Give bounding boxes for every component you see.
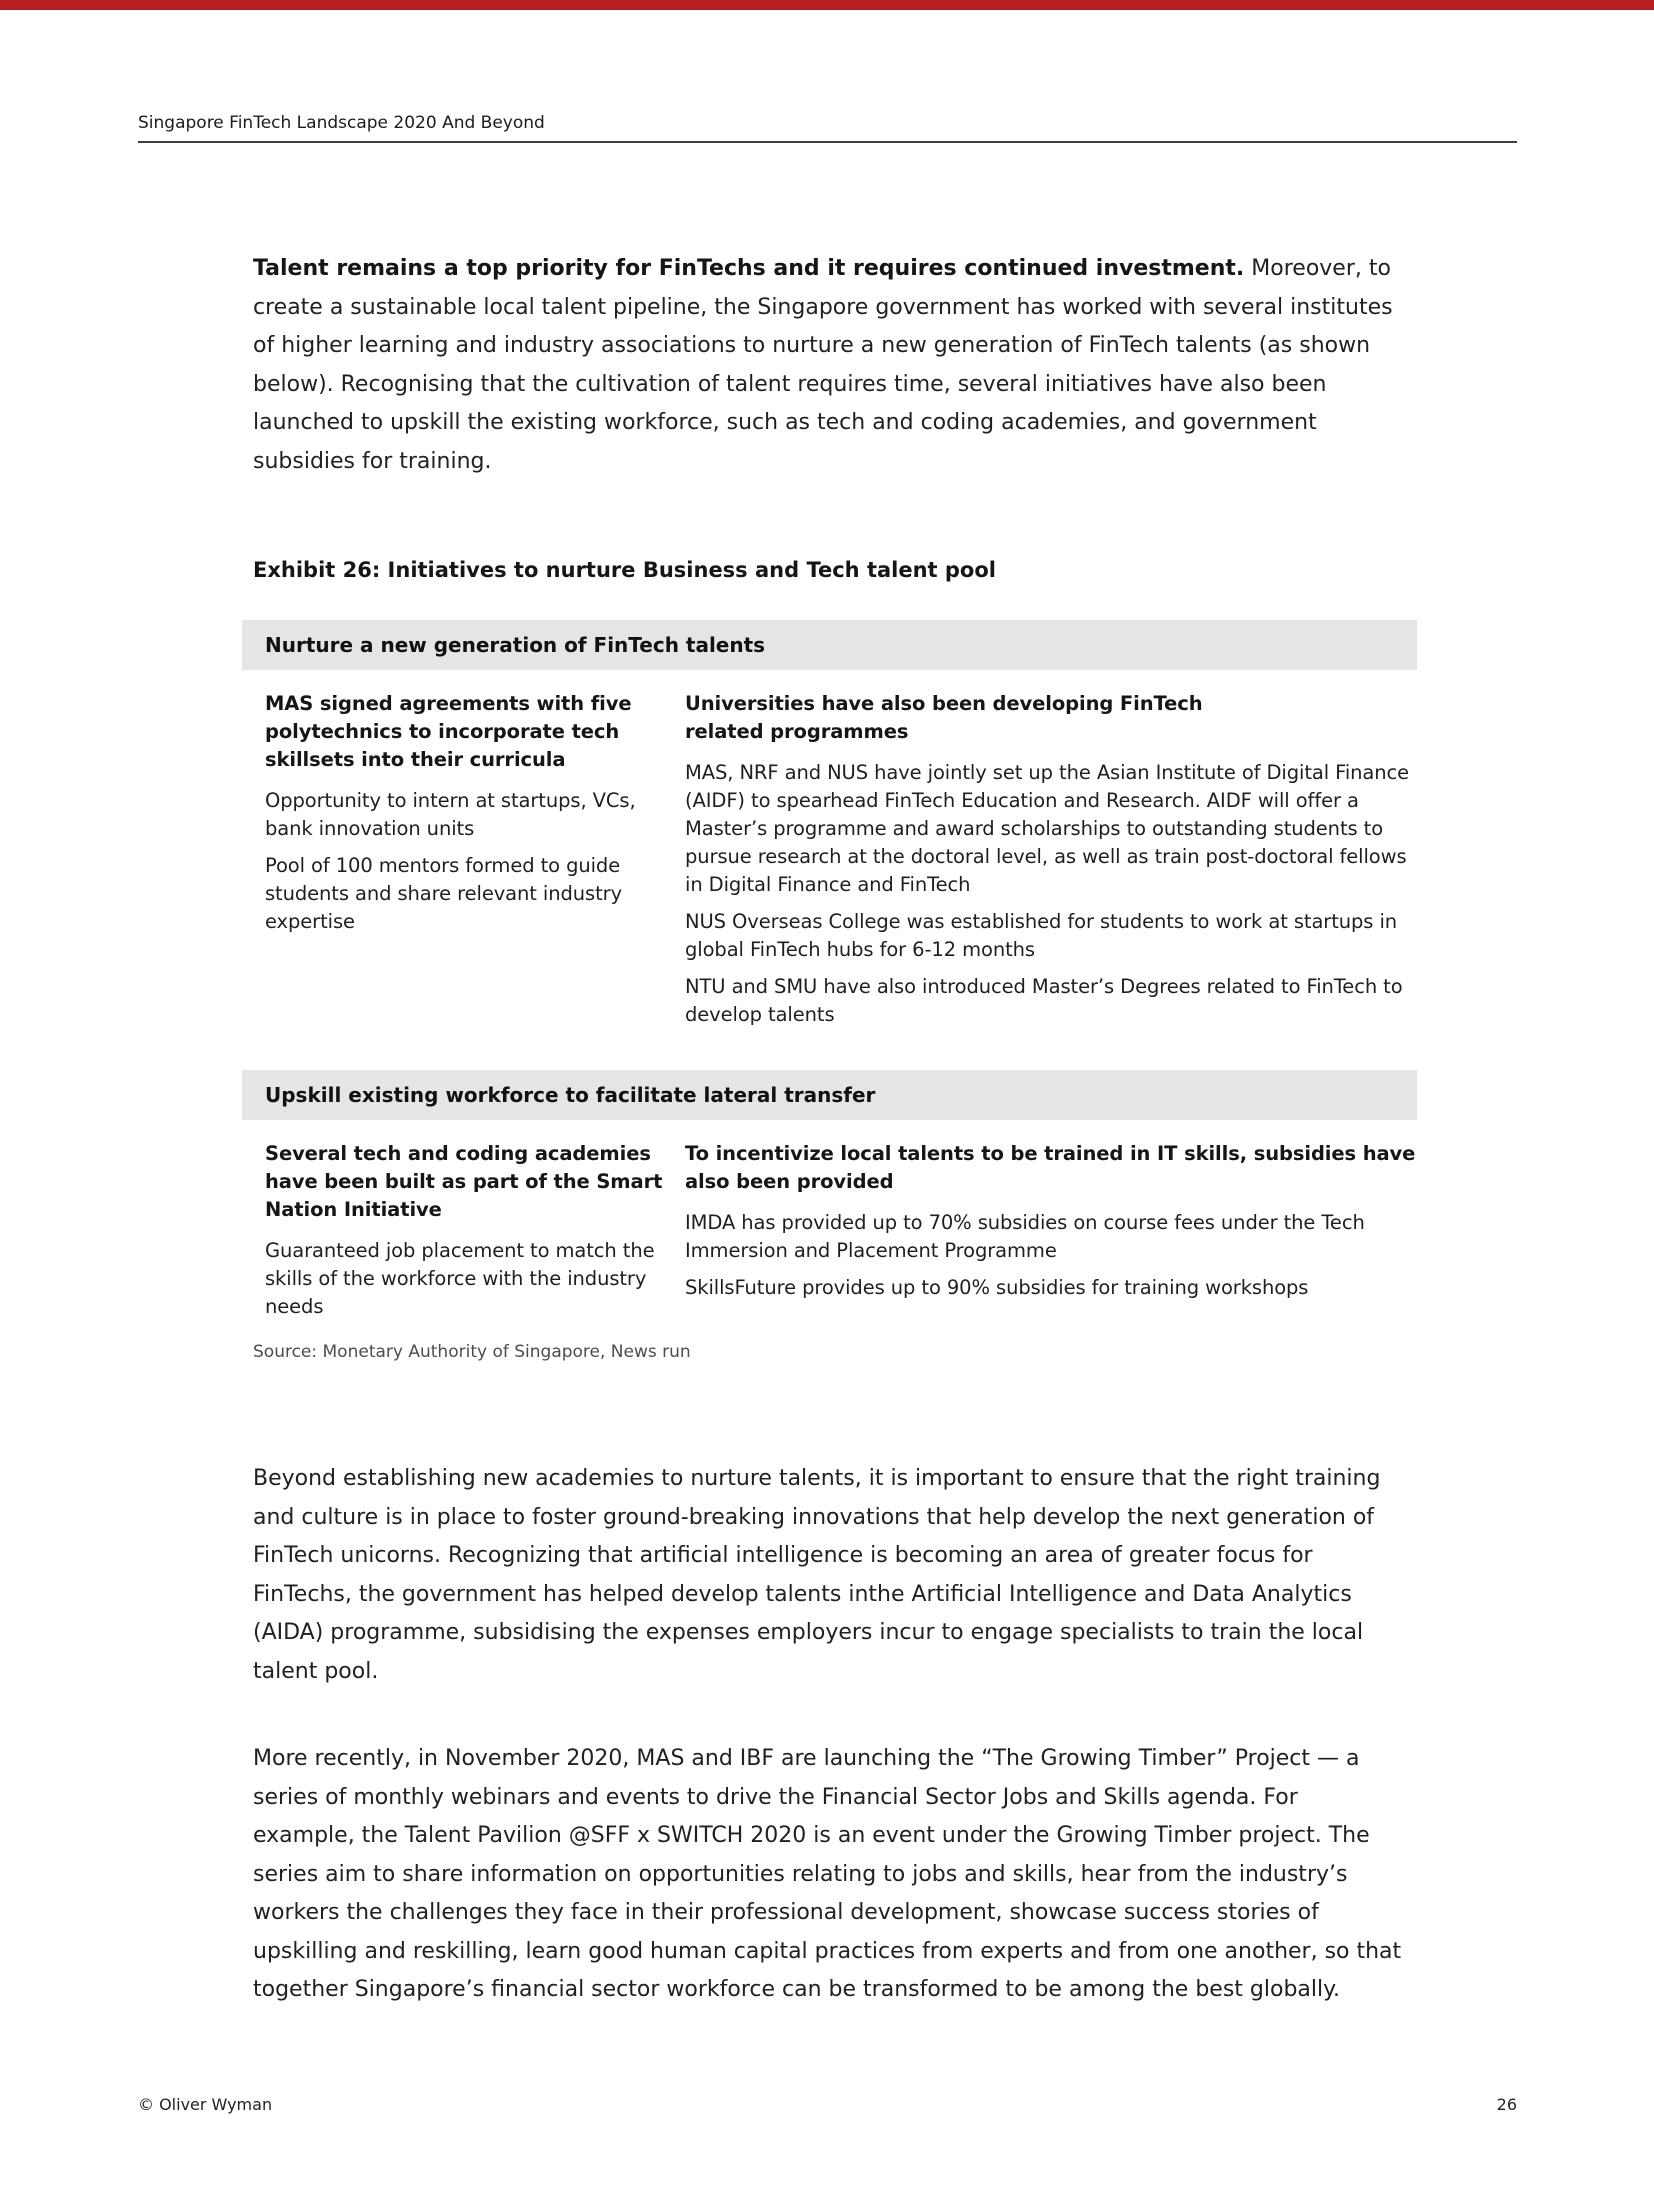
section-nurture-left-column	[265, 690, 660, 945]
section-nurture	[242, 690, 1417, 1040]
footer-copyright: © Oliver Wyman	[138, 2095, 273, 2114]
section-band-nurture-label: Nurture a new generation of FinTech talents	[265, 633, 766, 657]
cell-heading: Several tech and coding academies have been built as part of the Smart Nation Initiative	[265, 1142, 663, 1221]
cell-heading: MAS signed agreements with five polytechnics to incorporate tech skillsets into their curricula	[265, 692, 632, 771]
source-note: Source: Monetary Authority of Singapore, News run	[253, 1342, 691, 1362]
cell-heading: Universities have also been developing FinTech related programmes	[685, 692, 1203, 743]
header-rule	[138, 141, 1517, 143]
intro-lead-sentence: Talent remains a top priority for FinTechs and it requires continued investment.	[253, 256, 1245, 281]
cell-item: IMDA has provided up to 70% subsidies on course fees under the Tech Immersion and Placement Programme	[685, 1211, 1365, 1262]
section-upskill	[242, 1140, 1417, 1320]
section-band-nurture	[242, 620, 1417, 670]
intro-paragraph	[253, 250, 1403, 481]
intro-paragraph-rest: Moreover, to create a sustainable local talent pipeline, the Singapore government has worked with several institutes of higher learning and industry associations to nurture a new generation of FinTech talents (as shown below). Recognising that the cultivation of talent requires time, several initiatives have also been launched to upskill the existing workforce, such as tech and coding academies, and government subsidies for training.	[253, 256, 1393, 474]
cell-item: Guaranteed job placement to match the skills of the workforce with the industry needs	[265, 1239, 655, 1318]
cell-item: NUS Overseas College was established for students to work at startups in global FinTech hubs for 6-12 months	[685, 910, 1398, 961]
body-paragraph-2: Beyond establishing new academies to nurture talents, it is important to ensure that the right training and culture is in place to foster ground-breaking innovations that help develop the next generation of FinTech unicorns. Recognizing that artificial intelligence is becoming an area of greater focus for FinTechs, the government has helped develop talents inthe Artificial Intelligence and Data Analytics (AIDA) programme, subsidising the expenses employers incur to engage specialists to train the local talent pool.	[253, 1466, 1381, 1684]
cell-item: NTU and SMU have also introduced Master’s Degrees related to FinTech to develop talents	[685, 975, 1403, 1026]
cell-item: SkillsFuture provides up to 90% subsidies for training workshops	[685, 1276, 1309, 1299]
exhibit-title: Exhibit 26: Initiatives to nurture Business and Tech talent pool	[253, 558, 996, 582]
section-band-upskill-label: Upskill existing workforce to facilitate lateral transfer	[265, 1083, 876, 1107]
section-nurture-right-column	[685, 690, 1430, 1038]
cell-item: MAS, NRF and NUS have jointly set up the Asian Institute of Digital Finance (AIDF) to spearhead FinTech Education and Research. AIDF will offer a Master’s programme and award scholarships to outstanding students to pursue research at the doctoral level, as well as train post-doctoral fellows in Digital Finance and FinTech	[685, 761, 1410, 896]
cell-item: Pool of 100 mentors formed to guide students and share relevant industry expertise	[265, 854, 623, 933]
cell-item: Opportunity to intern at startups, VCs, bank innovation units	[265, 789, 636, 840]
footer-page-number: 26	[1496, 2095, 1517, 2114]
section-upskill-right-column	[685, 1140, 1430, 1311]
top-accent-bar	[0, 0, 1654, 10]
section-upskill-left-column	[265, 1140, 663, 1330]
running-header-title: Singapore FinTech Landscape 2020 And Beyond	[138, 113, 545, 133]
body-paragraph-3: More recently, in November 2020, MAS and IBF are launching the “The Growing Timber” Project — a series of monthly webinars and events to drive the Financial Sector Jobs and Skills agenda. For example, the Talent Pavilion @SFF x SWITCH 2020 is an event under the Growing Timber project. The series aim to share information on opportunities relating to jobs and skills, hear from the industry’s workers the challenges they face in their professional development, showcase success stories of upskilling and reskilling, learn good human capital practices from experts and from one another, so that together Singapore’s financial sector workforce can be transformed to be among the best globally.	[253, 1746, 1402, 2002]
cell-heading: To incentivize local talents to be trained in IT skills, subsidies have also been provided	[685, 1142, 1416, 1193]
section-band-upskill	[242, 1070, 1417, 1120]
